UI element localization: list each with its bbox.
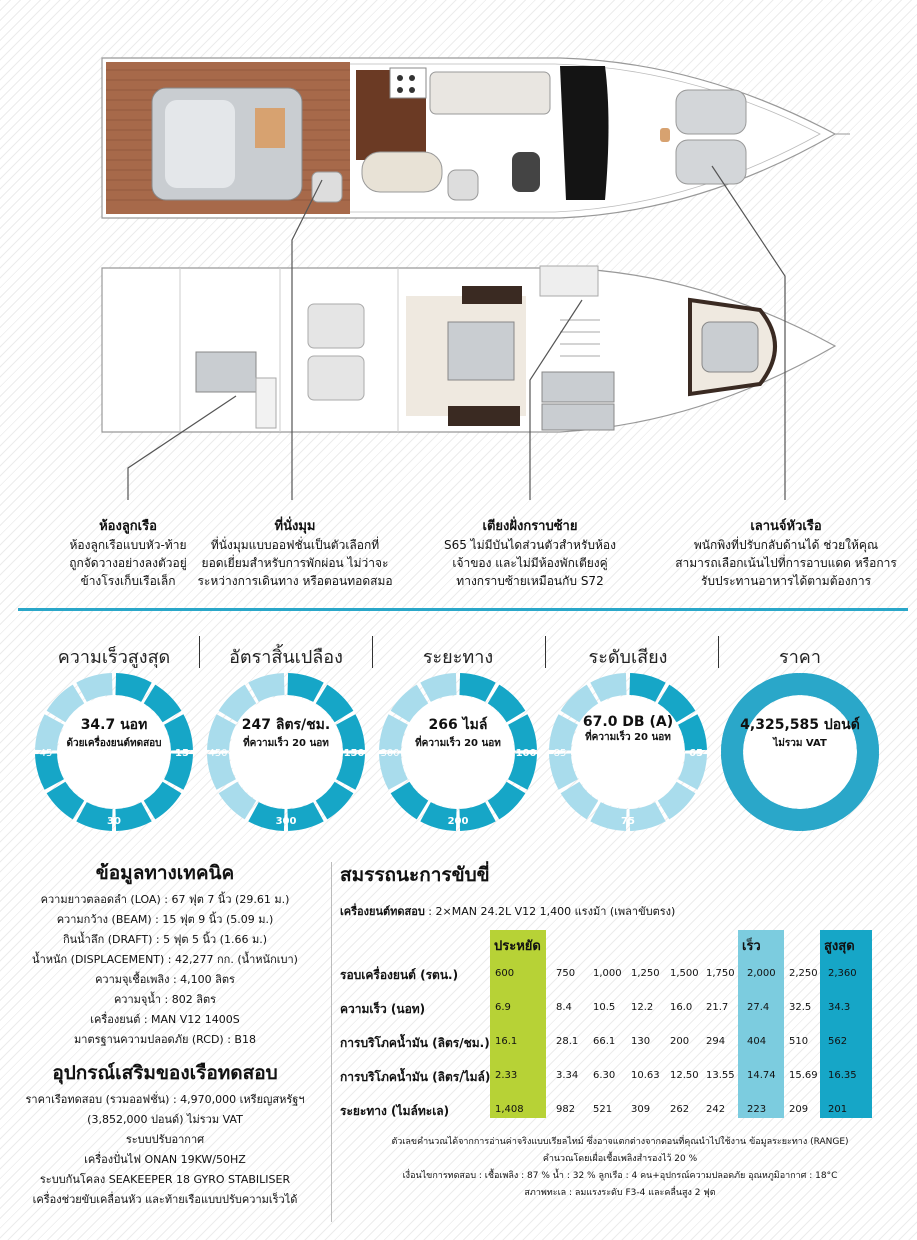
gauge-divider — [199, 636, 200, 668]
performance-note: คำนวณโดยเผื่อเชื้อเพลิงสำรองไว้ 20 % — [542, 1154, 698, 1164]
perf-cell: 1,250 — [631, 968, 660, 979]
eco-column-header: ประหยัด — [494, 939, 541, 954]
perf-cell: 10.63 — [631, 1070, 660, 1081]
perf-cell: 3.34 — [556, 1070, 579, 1081]
deck-plan-illustration — [0, 0, 917, 600]
gauge-label-range: ระยะทาง — [422, 647, 494, 667]
gauge-center — [230, 696, 342, 808]
gauge-main-value: 266 ไมล์ — [428, 717, 488, 733]
perf-cell: 15.69 — [789, 1070, 818, 1081]
equipment-title: อุปกรณ์เสริมของเรือทดสอบ — [52, 1062, 278, 1084]
perf-cell: 16.35 — [828, 1070, 857, 1081]
perf-cell: 1,750 — [706, 968, 735, 979]
gauge-value-consumption — [206, 714, 366, 751]
gauge-tick-label: 450 — [208, 748, 228, 759]
gauge-value-top-speed — [34, 714, 194, 751]
gauge-top-speed — [34, 672, 194, 832]
perf-cell: 223 — [747, 1104, 767, 1115]
gauge-label-noise: ระดับเสียง — [588, 647, 668, 667]
equipment-line: เครื่องช่วยขับเคลื่อนหัว และท้ายเรือแบบปรับความเร็วได้ — [32, 1193, 298, 1206]
callout-title: ห้องลูกเรือ — [99, 519, 157, 534]
perf-cell: 600 — [495, 968, 515, 979]
tech-spec-line: กินน้ำลึก (DRAFT) : 5 ฟุต 5 นิ้ว (1.66 ม.) — [62, 933, 268, 946]
equipment-line: ราคาเรือทดสอบ (รวมออฟชั่น) : 4,970,000 เหรียญสหรัฐฯ — [25, 1093, 305, 1106]
perf-cell: 6.30 — [593, 1070, 616, 1081]
max-column-header: สูงสุด — [824, 939, 855, 954]
gauge-tick-label: 300 — [275, 816, 297, 827]
callout-text: สามารถเลือกเน้นไปที่การอาบแดด หรือการ — [675, 556, 897, 570]
callout-text: ถูกจัดวางอย่างลงตัวอยู่ — [69, 556, 187, 570]
gauge-center — [572, 696, 684, 808]
column-divider — [331, 862, 332, 1222]
perf-cell: 66.1 — [593, 1036, 616, 1047]
fast-column-highlight — [738, 930, 784, 1118]
gauge-tick-label: 200 — [447, 816, 469, 827]
equipment-line: ระบบปรับอากาศ — [125, 1133, 205, 1146]
perf-cell: 16.0 — [670, 1002, 693, 1013]
gauge-tick-label: 100 — [515, 748, 537, 759]
perf-cell: 294 — [706, 1036, 726, 1047]
perf-cell: 2,250 — [789, 968, 818, 979]
tech-specs — [0, 858, 330, 1050]
gauge-tick-label: 150 — [343, 748, 365, 759]
gauge-tick-label: 75 — [621, 816, 635, 827]
gauge-main-value: 67.0 DB (A) — [582, 714, 674, 730]
test-boat-equipment — [0, 1058, 330, 1210]
perf-cell: 1,000 — [593, 968, 622, 979]
perf-cell: 34.3 — [828, 1002, 851, 1013]
perf-cell: 209 — [789, 1104, 809, 1115]
gauge-tick-label: 45 — [39, 748, 53, 759]
section-divider — [18, 608, 908, 611]
perf-cell: 521 — [593, 1104, 613, 1115]
callout-port-bed — [420, 518, 640, 590]
perf-cell: 1,500 — [670, 968, 699, 979]
gauge-divider — [718, 636, 719, 668]
gauge-sub-value: ไม่รวม VAT — [773, 738, 827, 749]
perf-cell: 200 — [670, 1036, 690, 1047]
gauge-range — [378, 672, 538, 832]
perf-cell: 1,408 — [495, 1104, 524, 1115]
gauge-center — [58, 696, 170, 808]
callout-text: ระหว่างการเดินทาง หรือตอนทอดสมอ — [197, 574, 393, 588]
perf-row-label: รอบเครื่องยนต์ (รตน.) — [340, 968, 459, 982]
perf-row-label: การบริโภคน้ำมัน (ลิตร/ชม.) — [340, 1036, 490, 1050]
perf-cell: 12.50 — [670, 1070, 699, 1081]
callout-text: S65 ไม่มีบันไดส่วนตัวสำหรับห้อง — [443, 538, 616, 552]
performance-title: สมรรถนะการขับขี่ — [340, 864, 490, 886]
perf-row-label: ระยะทาง (ไมล์ทะเล) — [340, 1104, 450, 1118]
max-column-highlight — [820, 930, 872, 1118]
performance-note: เงื่อนไขการทดสอบ : เชื้อเพลิง : 87 % น้ำ : 32 % ลูกเรือ : 4 คน+อุปกรณ์ความปลอดภัย อุณหภูมิอากาศ : 18°C — [402, 1171, 838, 1181]
gauge-label-consumption: อัตราสิ้นเปลือง — [229, 647, 343, 667]
callout-text: ข้างโรงเก็บเรือเล็ก — [80, 574, 176, 588]
gauge-sub-value: ที่ความเร็ว 20 นอท — [415, 738, 501, 749]
tech-specs-title: ข้อมูลทางเทคนิค — [95, 862, 235, 884]
gauge-tick-label: 85 — [553, 748, 567, 759]
gauge-tick-label: 65 — [689, 748, 703, 759]
callout-text: ที่นั่งมุมแบบออฟชั่นเป็นตัวเลือกที่ — [210, 538, 380, 552]
gauge-divider — [545, 636, 546, 668]
gauge-main-value: 247 ลิตร/ชม. — [241, 717, 331, 733]
test-engine-label: เครื่องยนต์ทดสอบ — [340, 905, 425, 918]
callout-title: เลานจ์หัวเรือ — [750, 519, 822, 534]
perf-cell: 562 — [828, 1036, 848, 1047]
gauge-main-value: 4,325,585 ปอนด์ — [740, 717, 860, 733]
perf-cell: 32.5 — [789, 1002, 812, 1013]
perf-cell: 510 — [789, 1036, 809, 1047]
callout-corner-seat — [180, 518, 410, 590]
perf-cell: 201 — [828, 1104, 848, 1115]
callout-text: เจ้าของ และไม่มีห้องพักเตียงคู่ — [452, 556, 608, 570]
perf-cell: 2,360 — [828, 968, 857, 979]
perf-cell: 982 — [556, 1104, 576, 1115]
tech-spec-line: น้ำหนัก (DISPLACEMENT) : 42,277 กก. (น้ำหนักเบา) — [32, 953, 298, 966]
gauge-tick-label: 30 — [107, 816, 121, 827]
perf-cell: 6.9 — [495, 1002, 511, 1013]
perf-cell: 2,000 — [747, 968, 776, 979]
equipment-line: ระบบกันโคลง SEAKEEPER 18 GYRO STABILISER — [39, 1173, 291, 1186]
tech-spec-line: ความยาวตลอดลำ (LOA) : 67 ฟุต 7 นิ้ว (29.61 ม.) — [40, 893, 290, 906]
perf-cell: 242 — [706, 1104, 726, 1115]
gauge-tick-label: 15 — [175, 748, 189, 759]
gauge-value-range — [378, 714, 538, 751]
gauge-consumption — [206, 672, 366, 832]
test-engine-line — [340, 902, 675, 920]
perf-row-label: ความเร็ว (นอท) — [340, 1002, 426, 1016]
perf-cell: 10.5 — [593, 1002, 616, 1013]
performance-note: สภาพทะเล : ลมแรงระดับ F3-4 และคลื่นสูง 2 ฟุต — [524, 1188, 716, 1198]
equipment-line: เครื่องปั่นไฟ ONAN 19KW/50HZ — [84, 1153, 246, 1166]
gauge-tick-label: 300 — [380, 748, 400, 759]
equipment-line: (3,852,000 ปอนด์) ไม่รวม VAT — [87, 1113, 243, 1126]
callout-title: ที่นั่งมุม — [274, 519, 316, 534]
gauge-center — [402, 696, 514, 808]
perf-cell: 27.4 — [747, 1002, 770, 1013]
gauge-sub-value: ที่ความเร็ว 20 นอท — [585, 732, 671, 743]
perf-cell: 16.1 — [495, 1036, 518, 1047]
gauge-noise — [548, 672, 708, 832]
gauge-label-top-speed: ความเร็วสูงสุด — [57, 647, 171, 667]
perf-cell: 262 — [670, 1104, 690, 1115]
perf-cell: 13.55 — [706, 1070, 735, 1081]
callout-text: ห้องลูกเรือแบบหัว-ท้าย — [69, 538, 187, 552]
perf-cell: 130 — [631, 1036, 651, 1047]
callout-text: รับประทานอาหารได้ตามต้องการ — [700, 574, 872, 588]
callout-text: ทางกราบซ้ายเหมือนกับ S72 — [456, 574, 604, 588]
tech-spec-line: เครื่องยนต์ : MAN V12 1400S — [90, 1013, 240, 1026]
perf-row-label: การบริโภคน้ำมัน (ลิตร/ไมล์) — [340, 1070, 491, 1084]
gauge-price — [720, 672, 880, 832]
eco-column-highlight — [490, 930, 546, 1118]
tech-spec-line: มาตรฐานความปลอดภัย (RCD) : B18 — [74, 1033, 256, 1046]
gauge-divider — [372, 636, 373, 668]
perf-cell: 12.2 — [631, 1002, 654, 1013]
tech-spec-line: ความจุน้ำ : 802 ลิตร — [113, 993, 217, 1006]
tech-spec-line: ความกว้าง (BEAM) : 15 ฟุต 9 นิ้ว (5.09 ม.) — [56, 913, 274, 926]
tech-spec-line: ความจุเชื้อเพลิง : 4,100 ลิตร — [95, 973, 235, 986]
callout-text: ยอดเยี่ยมสำหรับการพักผ่อน ไม่ว่าจะ — [201, 556, 389, 570]
performance-note: ตัวเลขคำนวณได้จากการอ่านค่าจริงแบบเรียลไทม์ ซึ่งอาจแตกต่างจากตอนที่คุณนำไปใช้งาน ข้อมูลระยะทาง (RANGE) — [391, 1137, 849, 1147]
perf-cell: 28.1 — [556, 1036, 579, 1047]
gauge-label-price: ราคา — [779, 647, 821, 667]
gauge-value-noise — [548, 714, 708, 745]
gauge-main-value: 34.7 นอท — [80, 717, 148, 733]
perf-cell: 8.4 — [556, 1002, 572, 1013]
callout-bow-lounge — [656, 518, 916, 590]
perf-cell: 750 — [556, 968, 576, 979]
perf-cell: 21.7 — [706, 1002, 729, 1013]
perf-cell: 309 — [631, 1104, 651, 1115]
gauge-value-price — [720, 714, 880, 751]
fast-column-header: เร็ว — [742, 939, 761, 954]
gauge-center — [744, 696, 856, 808]
callout-text: พนักพิงที่ปรับกลับด้านได้ ช่วยให้คุณ — [693, 538, 879, 552]
perf-cell: 404 — [747, 1036, 767, 1047]
perf-cell: 14.74 — [747, 1070, 776, 1081]
gauge-sub-value: ด้วยเครื่องยนต์ทดสอบ — [66, 738, 162, 749]
gauge-sub-value: ที่ความเร็ว 20 นอท — [243, 738, 329, 749]
perf-cell: 2.33 — [495, 1070, 518, 1081]
test-engine-value: : 2×MAN 24.2L V12 1,400 แรงม้า (เพลาขับตรง) — [424, 905, 676, 918]
callout-title: เตียงฝั่งกราบซ้าย — [482, 519, 578, 534]
